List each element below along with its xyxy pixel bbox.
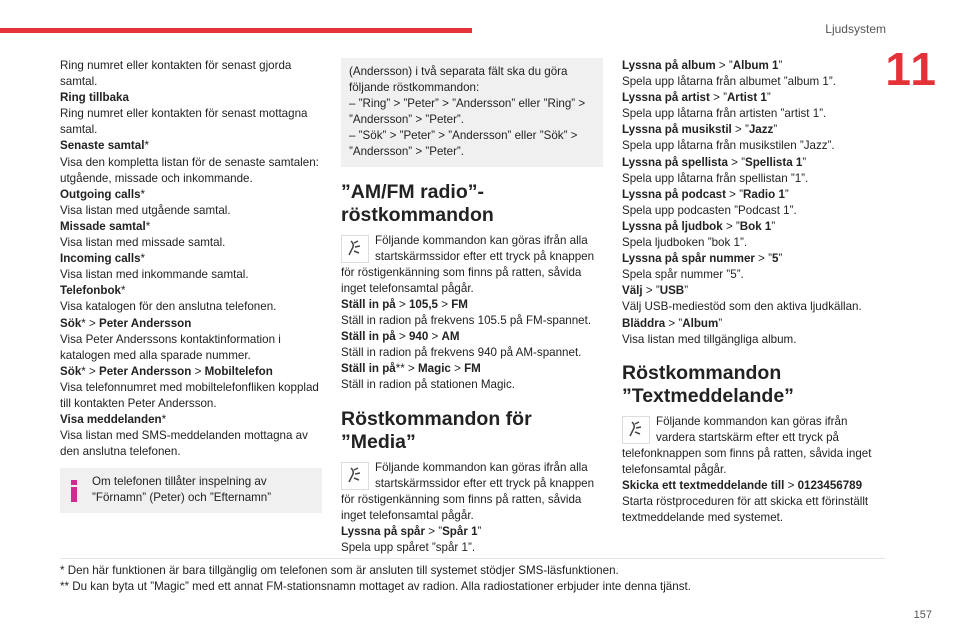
command-row: Ställ in på > 105,5 > FM (341, 297, 468, 311)
term-row: Telefonbok* (60, 284, 126, 298)
heading-textmeddelande: Röstkommandon ”Textmeddelande” (622, 361, 794, 407)
paragraph: Spela upp spåret ”spår 1”. (341, 540, 476, 554)
command: Lyssna på podcast (622, 187, 726, 201)
command-row: Lyssna på musikstil > ”Jazz” (622, 123, 778, 137)
command: Lyssna på ljudbok (622, 219, 723, 233)
heading-am-fm: ”AM/FM radio”-röstkommandon (341, 180, 494, 226)
paragraph: Visa listan med inkommande samtal. (60, 268, 249, 282)
command: USB (659, 284, 685, 298)
command: 940 (408, 330, 429, 344)
paragraph: Spela spår nummer ”5”. (622, 268, 744, 282)
term-row: Incoming calls* (60, 252, 146, 266)
command: Album (682, 316, 719, 330)
voice-command-icon (341, 235, 369, 263)
header-accent-bar (0, 28, 472, 33)
note-box (341, 58, 603, 167)
command-row: Skicka ett textmeddelande till > 0123456789 (622, 479, 863, 493)
footnote (60, 563, 890, 579)
term: Mobiltelefon (204, 364, 273, 378)
term: Sök (60, 316, 82, 330)
paragraph: Ställ in radion på frekvens 105.5 på FM-spannet. (341, 314, 592, 328)
paragraph: Visa Peter Anderssons kontaktinformation i katalogen med alla sparade nummer. (60, 332, 281, 362)
command: Jazz (748, 123, 774, 137)
footnotes (60, 563, 890, 595)
command: Ställ in på (341, 297, 396, 311)
paragraph: Spela upp podcasten ”Podcast 1”. (622, 203, 797, 217)
command-row: Bläddra > ”Album” (622, 316, 723, 330)
command: 105,5 (408, 297, 438, 311)
paragraph: Visa katalogen för den anslutna telefonen. (60, 300, 277, 314)
term: Visa meddelanden (60, 413, 162, 427)
term: Outgoing calls (60, 187, 141, 201)
command: FM (451, 297, 468, 311)
paragraph: Spela upp låtarna från spellistan ”1”. (622, 171, 809, 185)
command: Lyssna på spår nummer (622, 252, 755, 266)
info-icon (70, 480, 78, 502)
column-2 (341, 58, 603, 556)
column-1 (60, 58, 322, 513)
command-row: Lyssna på album > ”Album 1” (622, 59, 783, 72)
command-row: Lyssna på podcast > ”Radio 1” (622, 187, 789, 201)
command-row: Lyssna på spellista > ”Spellista 1” (622, 155, 807, 169)
term-row: Missade samtal* (60, 219, 151, 233)
paragraph: Spela upp låtarna från musikstilen ”Jazz”. (622, 139, 835, 153)
voice-command-icon (622, 416, 650, 444)
paragraph: Visa listan med missade samtal. (60, 236, 226, 250)
command: Album 1 (732, 59, 779, 72)
command-row: Ställ in på > 940 > AM (341, 330, 460, 344)
footnote-text: Du kan byta ut ”Magic” med ett annat FM-stationsnamn mottaget av radion. Alla radiostationer erbjuder inte denna tjänst. (72, 580, 691, 593)
command: Lyssna på spår (341, 524, 425, 538)
paragraph: Ring numret eller kontakten för senast gjorda samtal. (60, 59, 292, 89)
paragraph: Starta röstproceduren för att skicka ett förinställt textmeddelande med systemet. (622, 495, 869, 525)
paragraph: (Andersson) i två separata fält ska du göra följande röstkommandon: (349, 65, 568, 95)
command: Skicka ett textmeddelande till (622, 479, 785, 493)
term-row: Sök* > Peter Andersson > Mobiltelefon (60, 364, 273, 378)
command: FM (464, 362, 481, 376)
command: AM (441, 330, 460, 344)
command: 0123456789 (797, 479, 863, 493)
term-row: Outgoing calls* (60, 187, 146, 201)
paragraph: Följande kommandon kan göras ifrån vardera startskärm efter ett tryck på telefonknappen som finns på ratten, såvida inget telefonsamtal pågår. (622, 414, 872, 476)
term: Peter Andersson (99, 316, 192, 330)
section-title: Ljudsystem (825, 22, 886, 36)
info-box (60, 468, 322, 512)
paragraph: Spela upp låtarna från albumet ”album 1”. (622, 75, 836, 89)
paragraph: Ställ in radion på stationen Magic. (341, 378, 516, 392)
command: Artist 1 (726, 91, 767, 105)
footnote-separator (60, 558, 885, 559)
paragraph: Följande kommandon kan göras ifrån alla startskärmssidor efter ett tryck på knappen för röstigenkänning som finns på ratten, såvida inget telefonsamtal pågår. (341, 233, 595, 295)
paragraph: Spela upp låtarna från artisten ”artist 1”. (622, 107, 827, 121)
voice-intro (341, 460, 603, 524)
command: Lyssna på musikstil (622, 123, 732, 137)
paragraph: Ring numret eller kontakten för senast mottagna samtal. (60, 107, 308, 137)
info-text: Om telefonen tillåter inspelning av ”Förnamn” (Peter) och ”Efternamn” (92, 475, 272, 505)
paragraph: Visa listan med SMS-meddelanden mottagna av den anslutna telefonen. (60, 429, 308, 459)
command: Lyssna på artist (622, 91, 710, 105)
command-row: Lyssna på spår > ”Spår 1” (341, 524, 482, 538)
term: Ring tillbaka (60, 91, 129, 105)
footnote-text: Den här funktionen är bara tillgänglig om telefonen som är ansluten till systemet stödjer SMS-läsfunktionen. (67, 564, 619, 577)
command-row: Välj > ”USB” (622, 284, 689, 298)
paragraph: Visa listan med tillgängliga album. (622, 332, 797, 346)
term: Peter Andersson (99, 364, 192, 378)
command-row: Lyssna på spår nummer > ”5” (622, 252, 783, 266)
term: Sök (60, 364, 82, 378)
paragraph: Visa telefonnumret med mobiltelefonfliken kopplad till kontakten Peter Andersson. (60, 380, 319, 410)
command: Ställ in på (341, 362, 396, 376)
footnote-mark: ** (60, 580, 70, 593)
voice-command-icon (341, 462, 369, 490)
voice-intro (622, 414, 884, 478)
term-row: Visa meddelanden* (60, 413, 167, 427)
command: Spellista 1 (744, 155, 803, 169)
term: Senaste samtal (60, 139, 145, 153)
command: Välj (622, 284, 643, 298)
paragraph: – ”Ring” > ”Peter” > ”Andersson” eller ”Ring” > ”Andersson” > ”Peter”. (349, 97, 586, 127)
page-number: 157 (913, 609, 932, 621)
command: Spår 1 (442, 524, 478, 538)
footnote-mark: * (60, 564, 65, 577)
column-3 (622, 58, 884, 526)
paragraph: Visa listan med utgående samtal. (60, 203, 231, 217)
command-row: Ställ in på** > Magic > FM (341, 362, 481, 376)
command-row: Lyssna på artist > ”Artist 1” (622, 91, 771, 105)
paragraph: Ställ in radion på frekvens 940 på AM-spannet. (341, 346, 582, 360)
command: Radio 1 (743, 187, 785, 201)
chapter-number: 11 (885, 43, 938, 95)
term-row: Sök* > Peter Andersson (60, 316, 192, 330)
term-row: Senaste samtal* (60, 139, 149, 153)
command: Lyssna på album (622, 59, 716, 72)
paragraph: – ”Sök” > ”Peter” > ”Andersson” eller ”Sök” > ”Andersson” > ”Peter”. (349, 129, 578, 159)
paragraph: Följande kommandon kan göras ifrån alla startskärmssidor efter ett tryck på knappen för röstigenkänning som finns på ratten, såvida inget telefonsamtal pågår. (341, 460, 595, 522)
command: Ställ in på (341, 330, 396, 344)
command: Bläddra (622, 316, 666, 330)
command: Bok 1 (739, 219, 772, 233)
paragraph: Spela ljudboken ”bok 1”. (622, 236, 748, 250)
term: Missade samtal (60, 219, 146, 233)
term: Incoming calls (60, 252, 141, 266)
command: Lyssna på spellista (622, 155, 728, 169)
command: 5 (772, 252, 779, 266)
heading-media: Röstkommandon för ”Media” (341, 407, 532, 453)
command-row: Lyssna på ljudbok > ”Bok 1” (622, 219, 776, 233)
footnote (60, 579, 890, 595)
paragraph: Välj USB-mediestöd som den aktiva ljudkällan. (622, 300, 862, 314)
voice-intro (341, 233, 603, 297)
term: Telefonbok (60, 284, 121, 298)
paragraph: Visa den kompletta listan för de senaste samtalen: utgående, missade och inkommande. (60, 155, 319, 185)
command: Magic (418, 362, 451, 376)
